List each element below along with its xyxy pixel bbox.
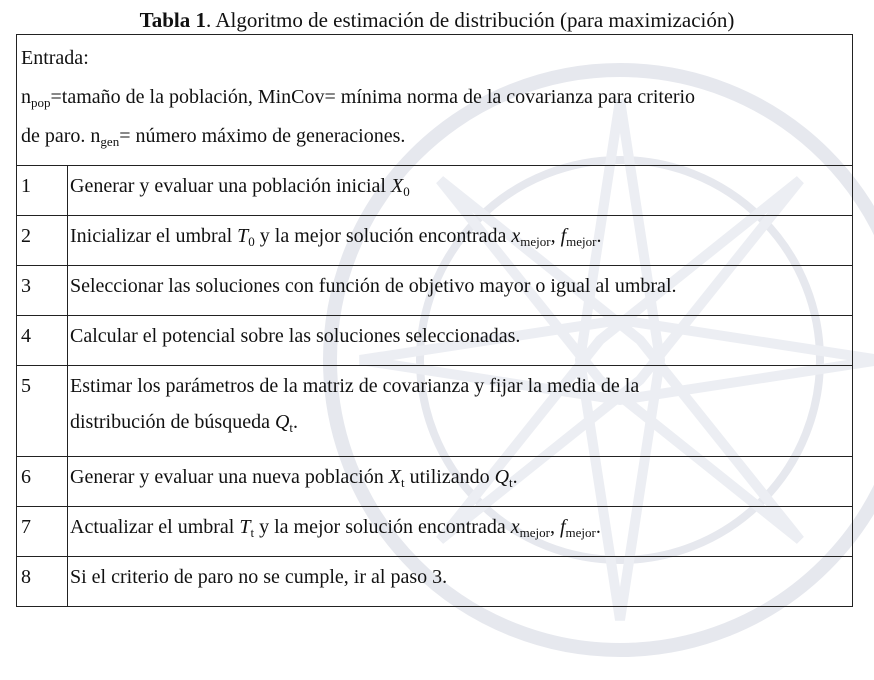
step-text: Generar y evaluar una nueva población $X_t$ utilizando $Q_t$. xyxy=(68,457,853,507)
table-row xyxy=(17,457,853,507)
step-number: 7 xyxy=(17,507,68,557)
algorithm-table xyxy=(16,34,853,607)
caption-label: Tabla 1 xyxy=(139,8,206,32)
step-number: 6 xyxy=(17,457,68,507)
step-text: Inicializar el umbral $T_0$ y la mejor solución encontrada $x_{mejor}$, $f_{mejor}$. xyxy=(68,216,853,266)
step-number: 8 xyxy=(17,557,68,607)
input-cell xyxy=(17,35,853,166)
step-text: Actualizar el umbral $T_t$ y la mejor solución encontrada $x_{mejor}$, $f_{mejor}$. xyxy=(68,507,853,557)
input-label: Entrada: xyxy=(21,47,89,69)
step-text: Seleccionar las soluciones con función de objetivo mayor o igual al umbral. xyxy=(68,266,853,316)
step-text: Calcular el potencial sobre las soluciones seleccionadas. xyxy=(68,316,853,366)
input-line-1: $n_{pop}=tamaño$ de la población, MinCov= mínima norma de la covarianza para criterio xyxy=(21,86,696,110)
step-text: Estimar los parámetros de la matriz de covarianza y fijar la media de la distribución de búsqueda $Q_t$. xyxy=(68,366,853,457)
table-row xyxy=(17,216,853,266)
table-row xyxy=(17,366,853,457)
caption-text: . Algoritmo de estimación de distribución (para maximización) xyxy=(205,8,735,32)
table-row xyxy=(17,507,853,557)
step-number: 3 xyxy=(17,266,68,316)
step-number: 2 xyxy=(17,216,68,266)
table-caption xyxy=(0,7,874,33)
step-text: Generar y evaluar una población inicial $X_0$ xyxy=(68,166,853,216)
step-number: 5 xyxy=(17,366,68,457)
table-row xyxy=(17,557,853,607)
table-row xyxy=(17,166,853,216)
table-row xyxy=(17,316,853,366)
table-row xyxy=(17,266,853,316)
input-line-2: de paro. $n_{gen}=$ número máximo de generaciones. xyxy=(21,125,406,149)
step-number: 4 xyxy=(17,316,68,366)
step-text: Si el criterio de paro no se cumple, ir al paso 3. xyxy=(68,557,853,607)
step-number: 1 xyxy=(17,166,68,216)
